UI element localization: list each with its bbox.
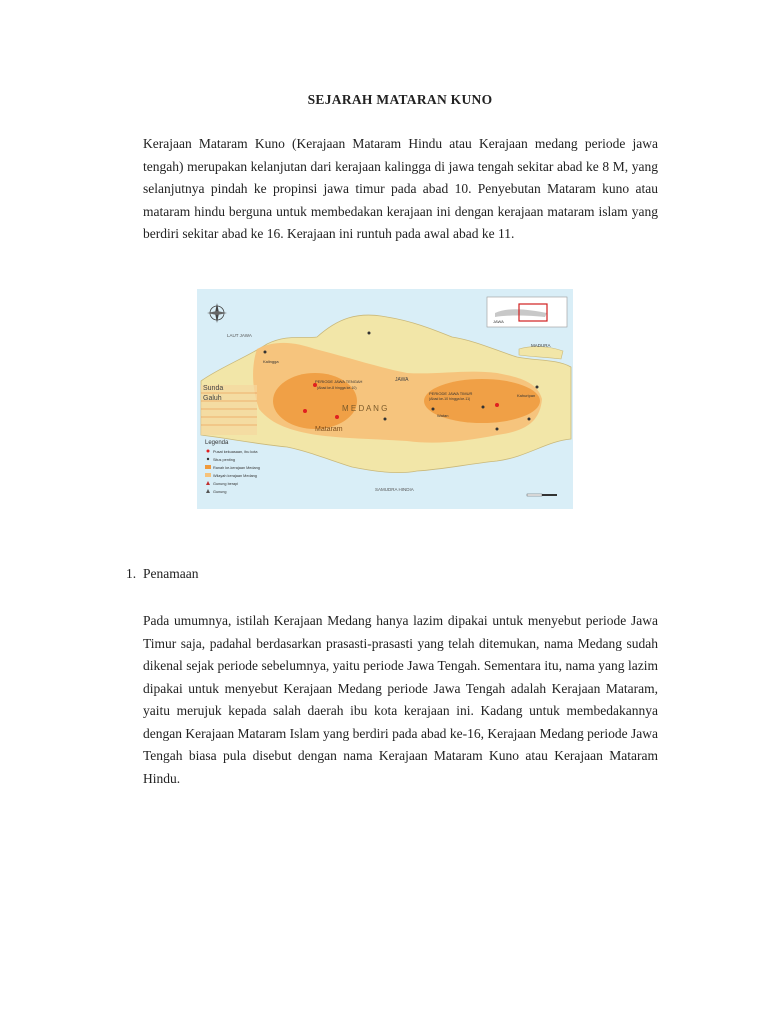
label-periode-jt-sub: (Abad ke-8 hingga ke-10) (317, 386, 357, 390)
label-kalingga: Kalingga (263, 359, 279, 364)
legend-title: Legenda (205, 440, 229, 446)
section-1-heading-row (126, 566, 198, 582)
label-samudra-hindia: SAMUDRA HINDIA (375, 487, 414, 492)
label-galuh: Galuh (203, 395, 222, 402)
label-mataram: Mataram (315, 426, 343, 433)
legend-item-6: Gunung (213, 490, 227, 494)
section-1-paragraph: Pada umumnya, istilah Kerajaan Medang hanya lazim dipakai untuk menyebut periode Jawa Timur saja, padahal berdasarkan prasasti-prasasti yang telah ditemukan, nama Medang sudah dikenal sejak periode sebelumnya, yaitu periode Jawa Tengah. Sementara itu, nama yang lazim dipakai untuk menyebut Kerajaan Medang periode Jawa Tengah adalah Kerajaan Mataram, yaitu merujuk kepada salah daerah ibu kota kerajaan ini. Kadang untuk membedakannya dengan Kerajaan Mataram Islam yang berdiri pada abad ke-16, Kerajaan Medang periode Jawa Tengah biasa pula disebut dengan nama Kerajaan Mataram Kuno atau Kerajaan Mataram Hindu. (143, 613, 658, 786)
section-1-heading: Penamaan (143, 566, 199, 581)
label-kahuripan: Kahuripan (517, 393, 536, 398)
label-periode-jawa-tengah: PERIODE JAWA TENGAH (315, 379, 363, 384)
intro-paragraph: Kerajaan Mataram Kuno (Kerajaan Mataram Hindu atau Kerajaan medang periode jawa tengah) merupakan kelanjutan dari kerajaan kalingga di jawa tengah sekitar abad ke 8 M, yang selanjutnya pindah ke propinsi jawa timur pada abad 10. Penyebutan Mataram kuno atau mataram hindu berguna untuk membedakan kerajaan ini dengan kerajaan mataram islam yang berdiri sekitar abad ke 16. Kerajaan ini runtuh pada awal abad ke 11. (143, 136, 658, 241)
label-periode-jawa-timur: PERIODE JAWA TIMUR (429, 391, 473, 396)
map-scale-bar (527, 494, 557, 496)
document-title: SEJARAH MATARAN KUNO (307, 92, 493, 107)
label-madura: MADURA (531, 343, 551, 348)
label-jawa: JAWA (395, 377, 409, 383)
legend-item-5: Gunung berapi (213, 482, 239, 486)
label-periode-jtim-sub: (Abad ke-10 hingga ke-11) (429, 397, 471, 401)
section-1-number: 1. (126, 566, 137, 581)
map-inset (487, 297, 567, 327)
label-sunda: Sunda (203, 385, 224, 392)
label-medang: M E D A N G (342, 404, 388, 413)
legend-item-3: Ranah ke-kerajaan Medang (213, 466, 260, 470)
kingdom-map-image (197, 289, 573, 509)
legend-item-2: Situs penting (213, 458, 235, 462)
legend-item-1: Pusat kekuasaan, ibu kota (213, 450, 258, 454)
legend-item-4: Wilayah kerajaan Medang (213, 474, 257, 478)
label-watan: Watan (437, 413, 449, 418)
label-laut-jawa: LAUT JAWA (227, 333, 252, 338)
inset-label: JAWA (493, 319, 504, 324)
map-sunda-galuh-hatch (201, 385, 257, 435)
